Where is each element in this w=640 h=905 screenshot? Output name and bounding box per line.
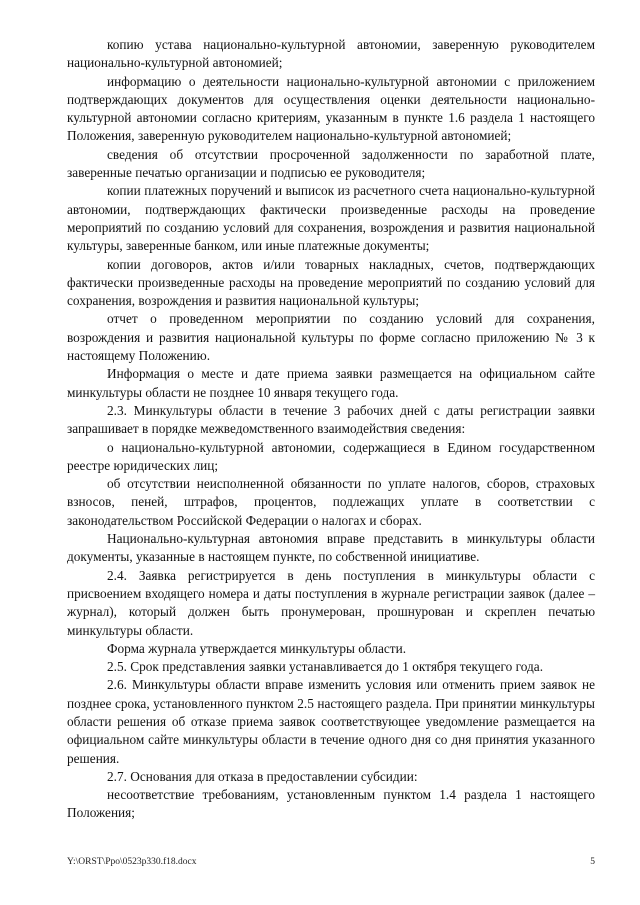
- paragraph-no-wage-debt: сведения об отсутствии просроченной задолженности по заработной плате, заверенные печатью организации и подписью ее руководителя;: [67, 146, 595, 181]
- paragraph-tax-obligations: об отсутствии неисполненной обязанности по уплате налогов, сборов, страховых взносов, пеней, штрафов, процентов, подлежащих уплате в соответствии с законодательством Российской Федерации о налогах и сборах.: [67, 476, 595, 528]
- footer-file-path: Y:\ORST\Ppo\0523p330.f18.docx: [67, 857, 197, 867]
- paragraph-event-report: отчет о проведенном мероприятии по созданию условий для сохранения, возрождения и развития национальной культуры по форме согласно приложению № 3 к настоящему Положению.: [67, 311, 595, 364]
- paragraph-nonconformity: несоответствие требованиям, установленным пунктом 1.4 раздела 1 настоящего Положения;: [67, 787, 595, 821]
- paragraph-application-info: Информация о месте и дате приема заявки размещается на официальном сайте минкультуры области не позднее 10 января текущего года.: [67, 366, 595, 400]
- paragraph-payment-orders: копии платежных поручений и выписок из расчетного счета национально-культурной автономии, подтверждающих фактически произведенные расходы на проведение мероприятий по созданию условий для сохранения, возрождения и развития национальной культуры, заверенные банком, или иные платежные документы;: [67, 183, 595, 254]
- paragraph-own-initiative: Национально-культурная автономия вправе представить в минкультуры области документы, указанные в настоящем пункте, по собственной инициативе.: [67, 531, 595, 565]
- paragraph-contract-copies: копии договоров, актов и/или товарных накладных, счетов, подтверждающих фактически произведенные расходы на проведение мероприятий по созданию условий для сохранения, возрождения и развития национальной культуры;: [67, 256, 595, 309]
- paragraph-registry-info: о национально-культурной автономии, содержащиеся в Едином государственном реестре юридических лиц;: [67, 439, 595, 473]
- paragraph-journal-form: Форма журнала утверждается минкультуры области.: [107, 640, 407, 656]
- paragraph-section-2-6: 2.6. Минкультуры области вправе изменить условия или отменить прием заявок не позднее срока, установленного пунктом 2.5 настоящего раздела. При принятии минкультуры области решения об отказе приема заявок соответствующее уведомление размещается на официальном сайте минкультуры области в течение одного дня со дня принятия указанного решения.: [67, 677, 595, 766]
- paragraph-section-2-7: 2.7. Основания для отказа в предоставлении субсидии:: [107, 768, 418, 784]
- paragraph-charter-copy: копию устава национально-культурной автономии, заверенную руководителем национально-культурной автономией;: [67, 37, 595, 71]
- paragraph-section-2-3: 2.3. Минкультуры области в течение 3 рабочих дней с даты регистрации заявки запрашивает в порядке межведомственного взаимодействия сведения:: [67, 402, 595, 437]
- paragraph-activity-info: информацию о деятельности национально-культурной автономии с приложением подтверждающих документов для осуществления оценки деятельности национально-культурной автономии согласно критериям, указанным в пункте 1.6 раздела 1 настоящего Положения, заверенную руководителем национально-культурной автономией;: [67, 73, 595, 144]
- paragraph-section-2-4: 2.4. Заявка регистрируется в день поступления в минкультуры области с присвоением входящего номера и даты поступления в журнале регистрации заявок (далее – журнал), который должен быть пронумерован, прошнурован и скреплен печатью минкультуры области.: [67, 567, 595, 638]
- document-page: [67, 36, 595, 823]
- page-number: 5: [590, 857, 595, 867]
- paragraph-section-2-5: 2.5. Срок представления заявки устанавливается до 1 октября текущего года.: [107, 659, 544, 675]
